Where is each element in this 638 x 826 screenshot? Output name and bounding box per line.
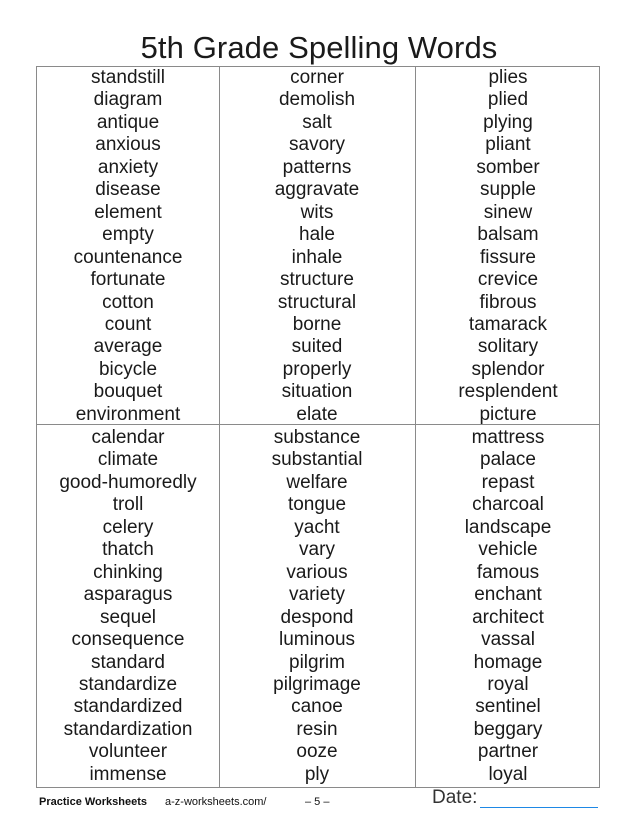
spelling-word: celery [102,516,154,538]
spelling-word: standardization [63,718,193,740]
spelling-word: royal [487,673,529,695]
spelling-word: enchant [474,584,542,606]
spelling-word: asparagus [83,584,173,606]
spelling-word: somber [476,156,540,178]
spelling-word: plies [488,67,528,88]
spelling-word: corner [290,67,344,88]
spelling-word: cotton [102,291,154,313]
spelling-word: despond [280,606,354,628]
spelling-word: sequel [100,606,156,628]
spelling-word: environment [75,403,181,425]
spelling-word: partner [477,741,539,763]
spelling-word: plied [487,89,529,111]
spelling-word: landscape [464,516,552,538]
spelling-word: savory [289,134,345,156]
footer [39,787,609,817]
spelling-word: countenance [73,246,183,268]
footer-site-link[interactable]: a-z-worksheets.com/ [165,796,267,808]
spelling-word: climate [97,449,159,471]
word-column-1 [37,67,219,787]
spelling-word: charcoal [472,494,544,516]
spelling-word: volunteer [88,741,168,763]
spelling-word: elate [296,403,338,425]
spelling-word: situation [281,381,353,403]
spelling-word: sinew [483,201,533,223]
spelling-word: pilgrim [289,651,345,673]
spelling-word: good-humoredly [59,471,197,493]
spelling-word: palace [480,449,536,471]
word-group-top [415,67,601,424]
spelling-word: tongue [287,494,347,516]
word-group-bottom [415,424,601,787]
spelling-word: various [286,561,348,583]
spelling-word: loyal [488,763,528,785]
word-group-bottom [219,424,415,787]
spelling-word: standard [91,651,165,673]
word-group-top [37,67,219,424]
spelling-word: thatch [102,539,154,561]
spelling-word: immense [89,763,167,785]
spelling-word: element [94,201,162,223]
spelling-word: average [93,336,163,358]
spelling-word: fissure [480,246,536,268]
spelling-word: substantial [271,449,363,471]
spelling-word: fortunate [90,269,166,291]
spelling-word: empty [102,224,154,246]
spelling-word: patterns [282,156,352,178]
spelling-word: crevice [477,269,539,291]
spelling-word: vehicle [478,539,538,561]
spelling-word: demolish [278,89,356,111]
spelling-word: beggary [473,718,543,740]
spelling-word: tamarack [468,313,548,335]
spelling-word: pilgrimage [273,673,361,695]
spelling-word: salt [302,111,332,133]
spelling-word: hale [299,224,335,246]
spelling-word: troll [112,494,144,516]
spelling-word: structure [280,269,354,291]
spelling-word: calendar [91,427,165,448]
spelling-word: picture [479,403,537,425]
word-group-top [219,67,415,424]
spelling-word: resin [296,718,338,740]
spelling-word: consequence [71,629,185,651]
spelling-word: repast [481,471,535,493]
spelling-word: solitary [477,336,539,358]
word-column-2 [219,67,415,787]
page-title: 5th Grade Spelling Words [140,30,498,65]
spelling-word: vary [299,539,335,561]
word-group-bottom [37,424,219,787]
spelling-word: anxious [95,134,161,156]
word-column-3 [415,67,601,787]
spelling-word: properly [282,358,352,380]
date-field-line[interactable] [480,807,598,808]
spelling-word: standardize [78,673,178,695]
spelling-word: architect [472,606,544,628]
spelling-word: resplendent [458,381,558,403]
spelling-word: aggravate [274,179,360,201]
spelling-word: antique [96,111,160,133]
spelling-word: canoe [291,696,343,718]
spelling-word: splendor [471,358,545,380]
spelling-word: fibrous [479,291,537,313]
spelling-word: structural [277,291,357,313]
spelling-word: bicycle [98,358,158,380]
spelling-word: famous [476,561,540,583]
spelling-word: suited [291,336,343,358]
spelling-word: standardized [73,696,183,718]
spelling-word: pliant [485,134,531,156]
spelling-word: plying [483,111,533,133]
spelling-word: substance [273,427,361,448]
spelling-word: borne [292,313,342,335]
spelling-word: ply [304,763,330,785]
spelling-word: welfare [286,471,348,493]
spelling-word: vassal [481,629,535,651]
spelling-word: ooze [296,741,338,763]
spelling-word: mattress [471,427,545,448]
spelling-word: balsam [477,224,539,246]
spelling-word: wits [300,201,334,223]
spelling-word: bouquet [93,381,163,403]
spelling-word: count [104,313,152,335]
spelling-word: anxiety [97,156,159,178]
spelling-word: supple [480,179,536,201]
spelling-word: homage [473,651,543,673]
spelling-word: luminous [278,629,356,651]
spelling-word: diagram [93,89,163,111]
spelling-word: yacht [294,516,340,538]
spelling-word: chinking [93,561,163,583]
spelling-word: standstill [91,67,165,88]
spelling-word: variety [289,584,345,606]
date-label: Date: [432,787,478,808]
page-number: – 5 – [305,796,330,808]
spelling-word: disease [95,179,161,201]
spelling-word: inhale [291,246,343,268]
word-table [36,66,600,788]
spelling-word: sentinel [475,696,541,718]
footer-brand: Practice Worksheets [39,796,148,808]
